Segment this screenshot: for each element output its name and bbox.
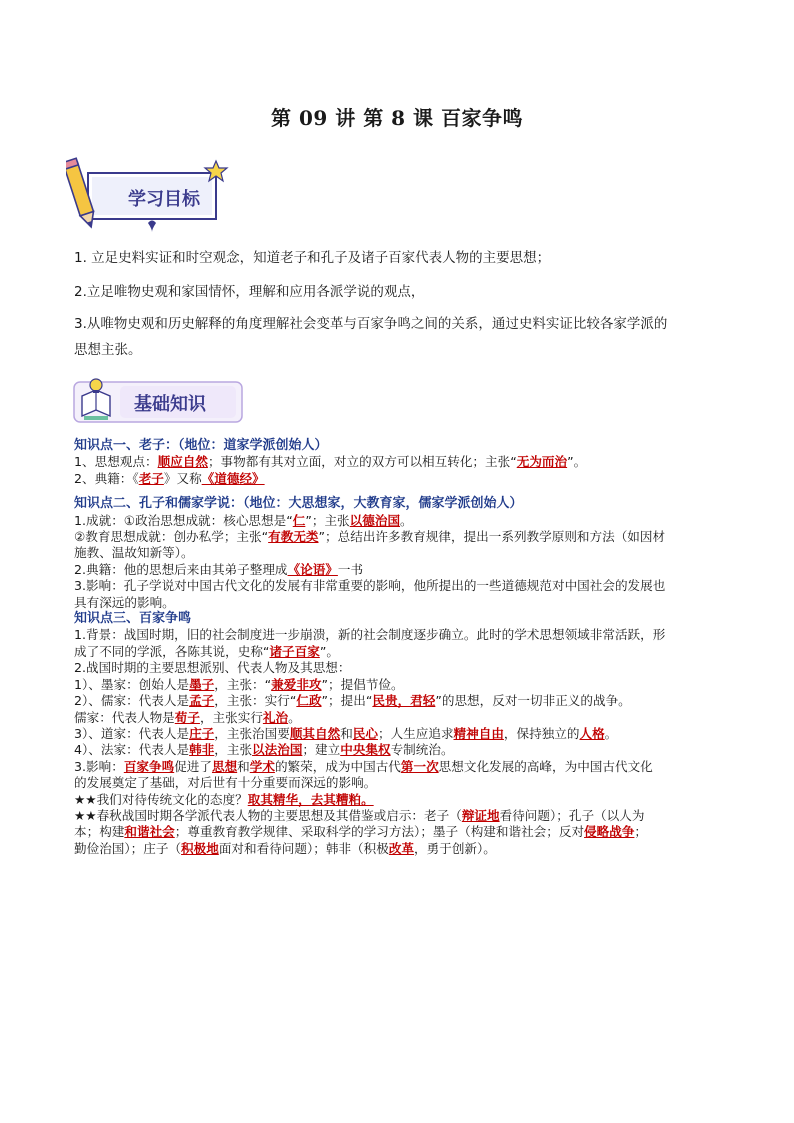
kp2-line-1: 1.成就：①政治思想成就：核心思想是“仁”；主张以德治国。 — [74, 512, 413, 528]
kp1-line-2: 2、典籍：《老子》又称《道德经》 — [74, 470, 265, 486]
learning-objectives-label: 学习目标 — [128, 189, 200, 210]
kp2-line-5: 3.影响：孔子学说对中国古代文化的发展有非常重要的影响，他所提出的一些道德规范对中国社会的发展也 — [74, 578, 666, 594]
kp3-line-6: 儒家：代表人物是荀子，主张实行礼治。 — [74, 709, 301, 725]
kp2-line-4: 2.典籍：他的思想后来由其弟子整理成《论语》一书 — [74, 561, 364, 577]
kp3-line-8: 4）、法家：代表人是韩非，主张以法治国；建立中央集权专制统治。 — [74, 742, 454, 758]
kp3-line-3: 2.战国时期的主要思想派别、代表人物及其思想： — [74, 660, 351, 676]
kp3-line-4: 1）、墨家：创始人是墨子，主张：“兼爱非攻”；提倡节俭。 — [74, 676, 404, 692]
kp3-line-10: 的发展奠定了基础，对后世有十分重要而深远的影响。 — [74, 775, 377, 791]
kp2-line-2: ②教育思想成就：创办私学；主张“有教无类”；总结出许多教育规律，提出一系列教学原则和方法（如因材 — [74, 529, 666, 545]
kp3-line-2: 成了不同的学派，各陈其说，史称“诸子百家”。 — [74, 643, 339, 659]
knowledge-content — [74, 438, 724, 857]
objective-2: 2.立足唯物史观和家国情怀，理解和应用各派学说的观点， — [74, 284, 425, 300]
learning-objectives-badge — [66, 155, 236, 235]
basic-knowledge-label: 基础知识 — [134, 394, 206, 415]
kp3-line-1: 1.背景：战国时期，旧的社会制度进一步崩溃，新的社会制度逐步确立。此时的学术思想领域非常活跃，形 — [74, 627, 666, 643]
kp3-line-9: 3.影响：百家争鸣促进了思想和学术的繁荣，成为中国古代第一次思想文化发展的高峰，为中国古代文化 — [74, 758, 653, 774]
kp2-line-3: 施教、温故知新等）。 — [74, 545, 194, 561]
page-title: 第 09 讲 第 8 课 百家争鸣 — [270, 106, 524, 130]
objective-3-cont: 思想主张。 — [74, 342, 142, 358]
kp3-line-14: 勤俭治国）；庄子（积极地面对和看待问题）；韩非（积极改革，勇于创新）。 — [74, 840, 496, 856]
kp3-heading: 知识点三、百家争鸣 — [74, 611, 192, 627]
kp1-line-1: 1、思想观点：顺应自然；事物都有其对立面，对立的双方可以相互转化；主张“无为而治”。 — [74, 454, 587, 470]
objective-3: 3.从唯物史观和历史解释的角度理解社会变革与百家争鸣之间的关系，通过史料实证比较各家学派的 — [74, 316, 668, 332]
kp1-heading: 知识点一、老子：（地位：道家学派创始人） — [74, 438, 328, 453]
kp2-line-6: 具有深远的影响。 — [74, 594, 175, 610]
kp3-line-5: 2）、儒家：代表人是孟子，主张：实行“仁政”；提出“民贵，君轻”的思想，反对一切非正义的战争。 — [74, 693, 631, 709]
kp2-heading: 知识点二、孔子和儒家学说：（地位：大思想家，大教育家，儒家学派创始人） — [74, 496, 523, 512]
basic-knowledge-badge — [72, 376, 244, 428]
kp3-line-11: ★★我们对待传统文化的态度？取其精华，去其糟粕。 — [74, 791, 374, 807]
kp3-line-13: 本；构建和谐社会；尊重教育教学规律、采取科学的学习方法）；墨子（构建和谐社会；反对侵略战争； — [74, 824, 648, 840]
kp3-line-12: ★★春秋战国时期各学派代表人物的主要思想及其借鉴或启示：老子（辩证地看待问题）；孔子（以人为 — [74, 807, 645, 823]
objective-1: 1. 立足史料实证和时空观念，知道老子和孔子及诸子百家代表人物的主要思想； — [74, 250, 551, 266]
kp3-line-7: 3）、道家：代表人是庄子，主张治国要顺其自然和民心；人生应追求精神自由，保持独立的人格。 — [74, 725, 618, 741]
